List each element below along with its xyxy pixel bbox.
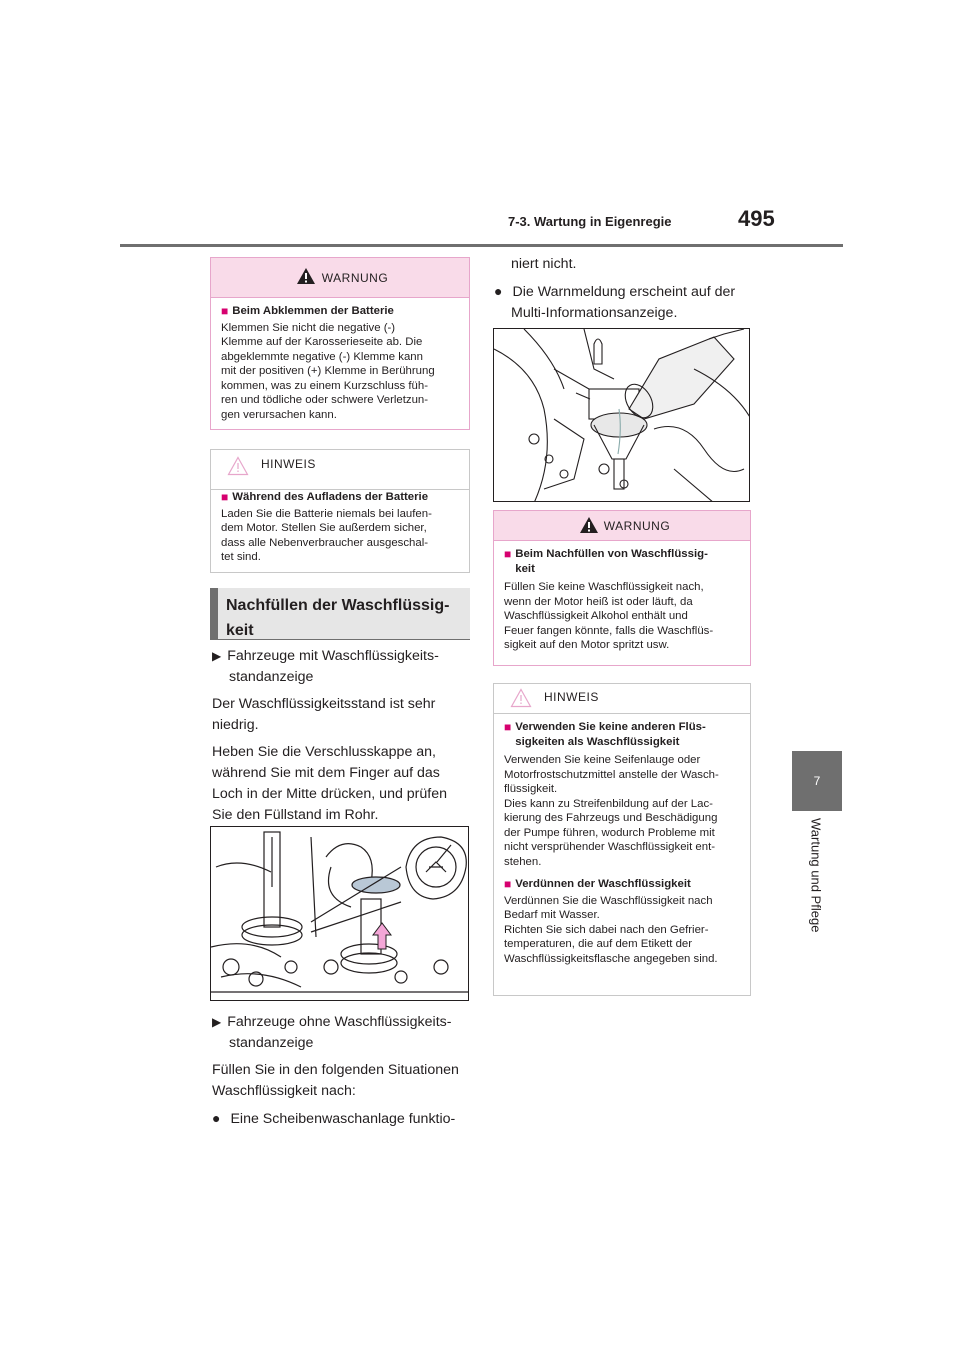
chapter-label: Wartung und Pflege xyxy=(808,818,824,933)
note-label: HINWEIS xyxy=(544,690,599,704)
section-title: 7-3. Wartung in Eigenregie xyxy=(508,214,672,229)
note-box-fluid xyxy=(493,683,751,996)
list-item-with-indicator: ▶ Fahrzeuge ohne Waschflüssigkeits- xyxy=(212,1014,452,1030)
warning-subheading: ■ Beim Nachfüllen von Waschflüssig- keit xyxy=(504,547,708,575)
warning-icon xyxy=(296,267,316,285)
warning-header xyxy=(494,511,750,541)
warning-text: Klemmen Sie nicht die negative (-) Klemme auf der Karosserieseite ab. Die abgeklemmte negative (-) Klemme kann mit der positiven (+) Klemme in Berührung kommen, was zu einem Kurzschluss füh- ren und tödliche oder schwere Verletzun- gen verursachen kann. xyxy=(221,321,435,421)
bullet-item: ● Die Warnmeldung erscheint auf der xyxy=(494,283,736,300)
warning-label: WARNUNG xyxy=(321,270,389,285)
warning-box-fluid xyxy=(493,510,751,666)
bullet-item: ● Eine Scheibenwaschanlage funktio- xyxy=(212,1110,456,1127)
note-subheading: ■ Verdünnen der Waschflüssigkeit xyxy=(504,877,691,891)
section-heading: Nachfüllen der Waschflüssig- keit xyxy=(210,588,470,640)
note-subheading: ■ Verwenden Sie keine anderen Flüs- sigkeiten als Waschflüssigkeit xyxy=(504,720,706,748)
warning-box-battery xyxy=(210,257,470,430)
left-column-lower-text: ▶ Fahrzeuge ohne Waschflüssigkeits- standanzeige Füllen Sie in den folgenden Situationen Waschflüssigkeit nach: ● Eine Scheibenwaschanlage funktio- xyxy=(212,1012,474,1130)
warning-subheading: ■ Beim Abklemmen der Batterie xyxy=(221,304,394,318)
caution-icon xyxy=(510,688,532,708)
header-rule xyxy=(120,244,843,247)
right-column-text: niert nicht. ● Die Warnmeldung erscheint auf der Multi-Informationsanzeige. xyxy=(494,254,756,324)
list-item-with-indicator: ▶ Fahrzeuge mit Waschflüssigkeits- xyxy=(212,648,439,664)
note-box-battery xyxy=(210,449,470,573)
warning-header xyxy=(211,258,469,298)
note-label: HINWEIS xyxy=(261,457,316,471)
figure-fluid-level-check xyxy=(210,826,469,1001)
note-subheading: ■ Während des Aufladens der Batterie xyxy=(221,490,429,504)
note-text: Laden Sie die Batterie niemals bei laufen- dem Motor. Stellen Sie außerdem sicher, dass alle Nebenverbraucher ausgeschal- tet sind. xyxy=(221,507,432,563)
note-text: Verwenden Sie keine Seifenlauge oder Motorfrostschutzmittel anstelle der Wasch- flüssigkeit. Dies kann zu Streifenbildung auf der Lac- kierung des Fahrzeugs und Beschädigung der Pumpe führen, wodurch Probleme mit nicht versprühender Waschflüssigkeit ent- stehen. xyxy=(504,754,719,868)
warning-icon xyxy=(579,516,599,534)
chapter-tab: 7 xyxy=(792,751,842,811)
warning-label: WARNUNG xyxy=(603,518,671,533)
warning-text: Füllen Sie keine Waschflüssigkeit nach, wenn der Motor heiß ist oder läuft, da Waschflüssigkeit Alkohol enthält und Feuer fangen könnte, falls die Waschflüs- sigkeit auf den Motor spritzt usw. xyxy=(504,581,714,651)
figure-refill-fluid xyxy=(493,328,750,502)
note-header xyxy=(211,450,469,490)
left-column-text: ▶ Fahrzeuge mit Waschflüssigkeits- standanzeige Der Waschflüssigkeitsstand ist sehr niedrig. Heben Sie die Verschlusskappe an, während Sie mit dem Finger auf das Loch in der Mitte drücken, und prüfen Sie den Füllstand im Rohr. xyxy=(212,646,474,826)
note-text: Verdünnen Sie die Waschflüssigkeit nach Bedarf mit Wasser. Richten Sie sich dabei nach den Gefrier- temperaturen, die auf dem Etikett der Waschflüssigkeitsflasche angegeben sind. xyxy=(504,894,718,965)
caution-icon xyxy=(227,456,249,476)
page-number: 495 xyxy=(738,206,775,231)
note-header xyxy=(494,684,750,714)
